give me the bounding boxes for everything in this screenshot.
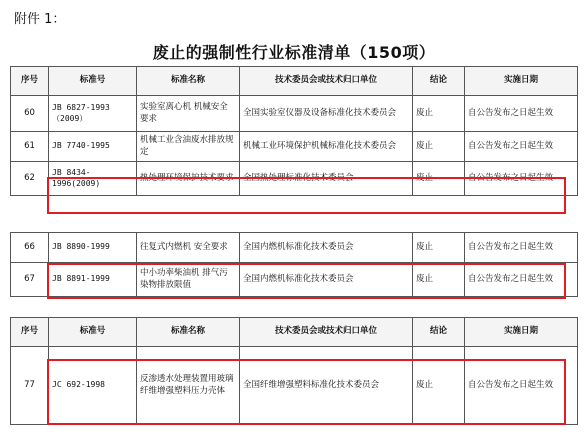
page-title: 废止的强制性行业标准清单（150项）: [152, 43, 436, 62]
header-conclusion: 结论: [413, 67, 465, 96]
row-conclusion: 废止: [413, 96, 465, 132]
header-committee: 技术委员会或技术归口单位: [240, 67, 413, 96]
table-row: [11, 347, 578, 425]
row-name: 反渗透水处理装置用玻璃纤维增强塑料压力壳体: [137, 347, 240, 425]
row-no: 67: [11, 263, 49, 297]
header-date: 实施日期: [465, 318, 578, 347]
standards-table-1: [10, 66, 578, 196]
table-row: [11, 132, 578, 162]
row-name: 机械工业含油废水排放规定: [137, 132, 240, 162]
header-name: 标准名称: [137, 318, 240, 347]
attachment-label: 附件 1：: [14, 12, 66, 27]
row-conclusion: 废止: [413, 162, 465, 196]
row-conclusion: 废止: [413, 233, 465, 263]
standards-table-3: [10, 317, 578, 425]
row-no: 62: [11, 162, 49, 196]
row-conclusion: 废止: [413, 347, 465, 425]
table-header-row: [11, 67, 578, 96]
row-name: 往复式内燃机 安全要求: [137, 233, 240, 263]
row-date: 自公告发布之日起生效: [465, 233, 578, 263]
header-code: 标准号: [49, 318, 137, 347]
row-conclusion: 废止: [413, 132, 465, 162]
table-row: [11, 233, 578, 263]
header-date: 实施日期: [465, 67, 578, 96]
row-code: JB 6827-1993 （2009）: [49, 96, 137, 132]
standards-table-2: [10, 232, 578, 297]
row-committee: 全国实验室仪器及设备标准化技术委员会: [240, 96, 413, 132]
table-header-row: [11, 318, 578, 347]
row-committee: 机械工业环境保护机械标准化技术委员会: [240, 132, 413, 162]
row-date: 自公告发布之日起生效: [465, 347, 578, 425]
row-committee: 全国热处理标准化技术委员会: [240, 162, 413, 196]
table-row: [11, 96, 578, 132]
header-no: 序号: [11, 67, 49, 96]
row-name: 热处理环境保护技术要求: [137, 162, 240, 196]
row-no: 77: [11, 347, 49, 425]
table-row: [11, 162, 578, 196]
row-code: JB 7740-1995: [49, 132, 137, 162]
row-date: 自公告发布之日起生效: [465, 263, 578, 297]
header-code: 标准号: [49, 67, 137, 96]
row-date: 自公告发布之日起生效: [465, 96, 578, 132]
row-no: 61: [11, 132, 49, 162]
header-no: 序号: [11, 318, 49, 347]
row-date: 自公告发布之日起生效: [465, 162, 578, 196]
row-no: 60: [11, 96, 49, 132]
header-committee: 技术委员会或技术归口单位: [240, 318, 413, 347]
row-date: 自公告发布之日起生效: [465, 132, 578, 162]
row-committee: 全国内燃机标准化技术委员会: [240, 263, 413, 297]
row-committee: 全国纤维增强塑料标准化技术委员会: [240, 347, 413, 425]
row-name: 实验室离心机 机械安全要求: [137, 96, 240, 132]
row-code: JB 8890-1999: [49, 233, 137, 263]
row-committee: 全国内燃机标准化技术委员会: [240, 233, 413, 263]
header-name: 标准名称: [137, 67, 240, 96]
row-no: 66: [11, 233, 49, 263]
row-code: JC 692-1998: [49, 347, 137, 425]
table-row: [11, 263, 578, 297]
row-code: JB 8891-1999: [49, 263, 137, 297]
row-name: 中小功率柴油机 排气污染物排放限值: [137, 263, 240, 297]
row-code: JB 8434-1996(2009): [49, 162, 137, 196]
row-conclusion: 废止: [413, 263, 465, 297]
header-conclusion: 结论: [413, 318, 465, 347]
